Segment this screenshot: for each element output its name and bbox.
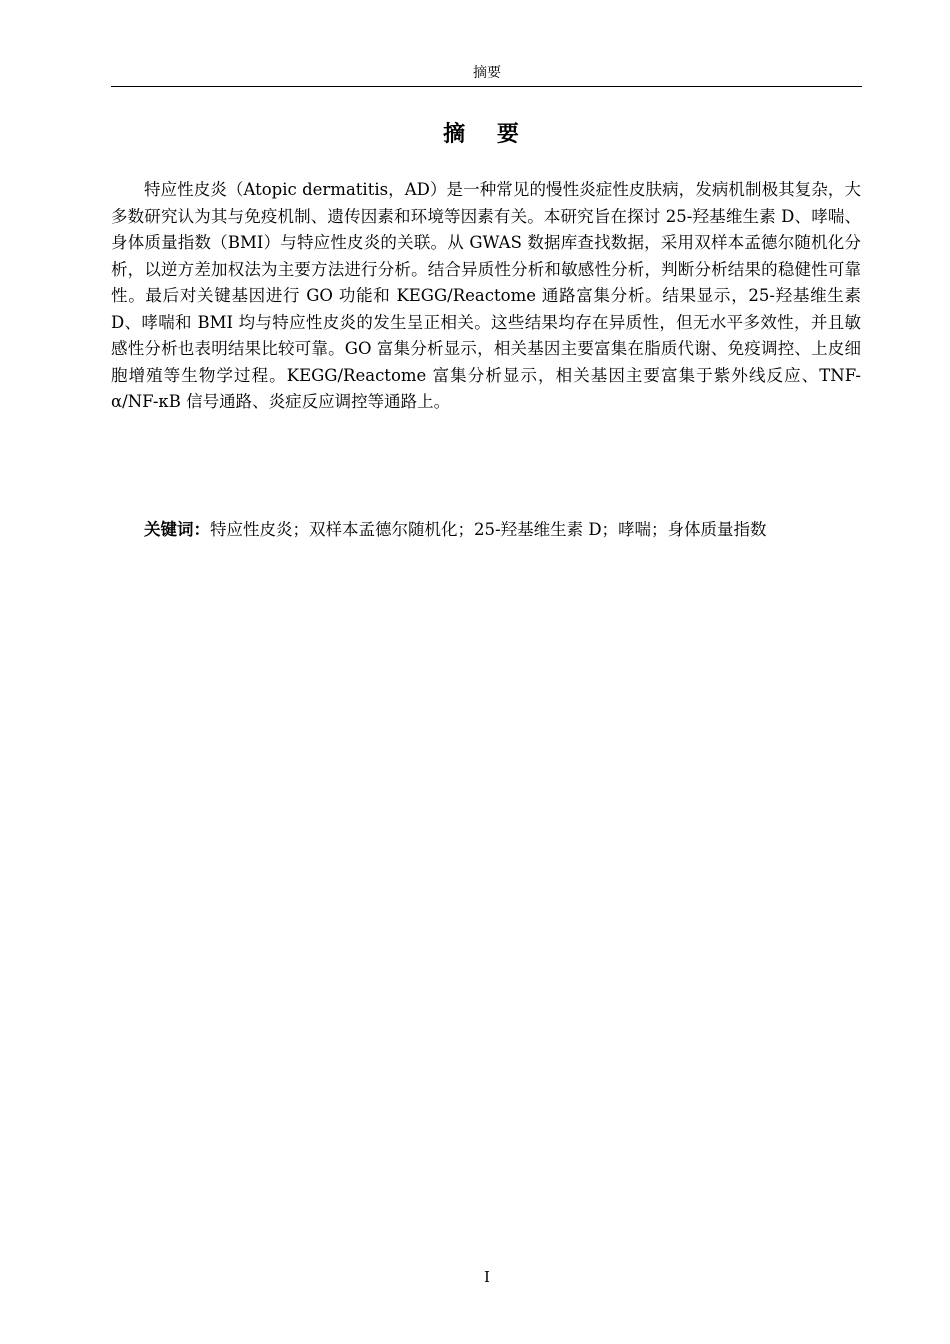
abstract-title: 摘 要 — [443, 122, 531, 147]
abstract-body: 特应性皮炎（Atopic dermatitis，AD）是一种常见的慢性炎症性皮肤病，发病机制极其复杂，大多数研究认为其与免疫机制、遗传因素和环境等因素有关。本研究旨在探讨 25-羟基维生素 D、哮喘、身体质量指数（BMI）与特应性皮炎的关联。从 GWAS 数据库查找数据，采用双样本孟德尔随机化分析，以逆方差加权法为主要方法进行分析。结合异质性分析和敏感性分析，判断分析结果的稳健性可靠性。最后对关键基因进行 GO 功能和 KEGG/Reactome 通路富集分析。结果显示，25-羟基维生素 D、哮喘和 BMI 均与特应性皮炎的发生呈正相关。这些结果均存在异质性，但无水平多效性，并且敏感性分析也表明结果比较可靠。GO 富集分析显示，相关基因主要富集在脂质代谢、免疫调控、上皮细胞增殖等生物学过程。KEGG/Reactome 富集分析显示，相关基因主要富集于紫外线反应、TNF-α/NF-κB 信号通路、炎症反应调控等通路上。 — [111, 180, 861, 411]
keywords-label: 关键词： — [144, 520, 210, 539]
running-header: 摘要 — [473, 65, 501, 81]
keywords-text: 特应性皮炎；双样本孟德尔随机化；25-羟基维生素 D；哮喘；身体质量指数 — [210, 520, 767, 539]
header-rule — [111, 86, 862, 87]
keywords-line — [111, 517, 861, 544]
page-number: I — [484, 1268, 490, 1286]
